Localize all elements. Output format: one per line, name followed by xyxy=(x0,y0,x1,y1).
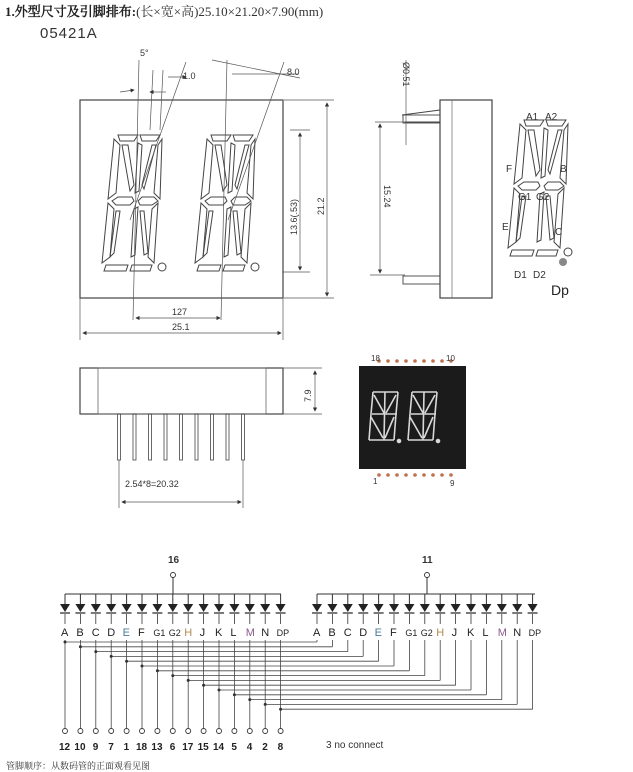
segment-letter: J xyxy=(451,627,458,639)
no-connect-note: 3 no connect xyxy=(326,740,384,751)
part-number: 05421A xyxy=(40,25,98,42)
diode xyxy=(152,604,162,612)
dim-total-height: 21.2 xyxy=(316,197,326,215)
photo-pin-9: 9 xyxy=(450,479,455,488)
photo-pin-top xyxy=(422,359,426,363)
photo-pin-bottom xyxy=(395,473,399,477)
segment-letter: C xyxy=(343,627,352,639)
page-title: 1.外型尺寸及引脚排布:(长×宽×高)25.10×21.20×7.90(mm) xyxy=(5,4,324,19)
photo-pin-bottom xyxy=(431,473,435,477)
segment-letter: DP xyxy=(528,628,542,638)
bottom-pin xyxy=(164,414,167,460)
digit-left xyxy=(102,135,166,271)
pin-number: 9 xyxy=(92,742,99,753)
segment-letter: K xyxy=(467,627,475,639)
photo-pin-top xyxy=(440,359,444,363)
side-view-body xyxy=(440,100,492,298)
seg-label-A2: A2 xyxy=(545,112,558,123)
pin-number: 1 xyxy=(123,742,130,753)
diode xyxy=(374,604,384,612)
pin-number: 5 xyxy=(231,742,237,753)
diode xyxy=(389,604,399,612)
photo-pin-bottom xyxy=(449,473,453,477)
dim-pin-dia: Ø0.51 xyxy=(401,62,411,87)
photo-pin-top xyxy=(431,359,435,363)
bottom-pin xyxy=(211,414,214,460)
product-photo xyxy=(359,354,466,488)
segment-letter: G1 xyxy=(153,628,166,638)
segment-letter: N xyxy=(261,627,270,639)
segment-letter: G1 xyxy=(405,628,418,638)
diode xyxy=(137,604,147,612)
segment-letter: J xyxy=(199,627,206,639)
diode xyxy=(404,604,414,612)
photo-pin-top xyxy=(395,359,399,363)
segment-letter: A xyxy=(313,627,321,639)
segment-letter: G2 xyxy=(420,628,433,638)
photo-pin-bottom xyxy=(377,473,381,477)
circuit-diagram xyxy=(59,555,541,753)
diode xyxy=(327,604,337,612)
seg-label-C: C xyxy=(555,227,563,238)
segment-letter: K xyxy=(215,627,223,639)
pin-terminal xyxy=(263,729,268,734)
pin-number: 17 xyxy=(182,742,194,753)
pin-terminal xyxy=(124,729,129,734)
seg-label-G2: G2 xyxy=(536,192,550,203)
segment-letter: H xyxy=(436,627,445,639)
bottom-pin xyxy=(118,414,121,460)
pin-number: 2 xyxy=(262,742,268,753)
pin-number: 6 xyxy=(169,742,176,753)
diode xyxy=(481,604,491,612)
diode xyxy=(214,604,224,612)
bottom-pin xyxy=(195,414,198,460)
digit-right xyxy=(195,135,259,271)
segment-letter: E xyxy=(374,627,382,639)
photo-pin-bottom xyxy=(413,473,417,477)
photo-pin-bottom xyxy=(440,473,444,477)
segment-letter: G2 xyxy=(168,628,181,638)
bottom-view-pins xyxy=(118,414,245,460)
diode xyxy=(60,604,70,612)
dim-total-width: 25.1 xyxy=(172,322,190,332)
pin-number: 15 xyxy=(197,742,209,753)
diode xyxy=(75,604,85,612)
seg-label-F: F xyxy=(506,164,513,175)
segment-letter: B xyxy=(76,627,84,639)
pin-terminal xyxy=(63,729,68,734)
segment-letter: E xyxy=(122,627,130,639)
bottom-view-body xyxy=(80,368,283,414)
seg-label-D2: D2 xyxy=(533,270,546,281)
bottom-pin xyxy=(242,414,245,460)
diode xyxy=(91,604,101,612)
photo-pin-bottom xyxy=(404,473,408,477)
diode-row-left xyxy=(60,594,289,639)
seg-label-Dp: Dp xyxy=(551,282,569,298)
seg-label-D1: D1 xyxy=(514,270,527,281)
seg-label-A1: A1 xyxy=(526,112,539,123)
pin-terminal xyxy=(217,729,222,734)
photo-pin-bottom xyxy=(386,473,390,477)
pin-number: 18 xyxy=(136,742,148,753)
photo-pin-18: 18 xyxy=(371,354,380,363)
photo-pin-bottom xyxy=(422,473,426,477)
seg-label-G1: G1 xyxy=(518,192,532,203)
segment-letter: A xyxy=(61,627,69,639)
pin-terminal xyxy=(170,729,175,734)
dim-bottom-height: 7.9 xyxy=(303,389,313,402)
pin-terminal xyxy=(201,729,206,734)
photo-pin-10: 10 xyxy=(446,354,455,363)
diode xyxy=(420,604,430,612)
circuit-wires xyxy=(64,640,533,728)
pin-terminal xyxy=(140,729,145,734)
dim-digit-height: 13.6(.53) xyxy=(289,198,299,235)
photo-pin-top xyxy=(404,359,408,363)
dim-pin-pitch: 2.54*8=20.32 xyxy=(125,479,179,489)
common-pin-left: 16 xyxy=(168,555,180,566)
product-photo-body xyxy=(359,366,466,469)
dim-angle: 5° xyxy=(140,48,149,58)
diode xyxy=(276,604,286,612)
diode xyxy=(528,604,538,612)
diode xyxy=(497,604,507,612)
common-pin-right: 11 xyxy=(422,555,433,566)
bottom-pin xyxy=(226,414,229,460)
segment-letter: B xyxy=(328,627,336,639)
seg-label-E: E xyxy=(502,222,509,233)
pin-terminal xyxy=(155,729,160,734)
diode xyxy=(343,604,353,612)
segment-letter: N xyxy=(513,627,522,639)
pin-number: 7 xyxy=(108,742,114,753)
pin-terminal xyxy=(78,729,83,734)
circuit-pin-labels xyxy=(59,729,284,754)
side-view xyxy=(370,60,492,298)
pin-number: 4 xyxy=(246,742,253,753)
diode xyxy=(260,604,270,612)
pin-number: 13 xyxy=(151,742,163,753)
segment-diagram-digit xyxy=(508,120,572,256)
segment-letter: H xyxy=(184,627,193,639)
diode xyxy=(451,604,461,612)
bottom-pin xyxy=(133,414,136,460)
diode xyxy=(122,604,132,612)
dim-seg-offset: 8.0 xyxy=(287,67,300,77)
diode xyxy=(229,604,239,612)
bottom-view xyxy=(80,368,322,508)
segment-letter: L xyxy=(482,627,489,639)
segment-letter: L xyxy=(230,627,237,639)
dim-seg-width: 1.0 xyxy=(183,71,196,81)
segment-letter: F xyxy=(390,627,397,639)
photo-pin-top xyxy=(386,359,390,363)
pin-number: 10 xyxy=(74,742,86,753)
segment-letter: F xyxy=(138,627,145,639)
diode xyxy=(199,604,209,612)
segment-letter: M xyxy=(497,627,507,639)
pin-number: 12 xyxy=(59,742,71,753)
diode xyxy=(435,604,445,612)
pin-terminal xyxy=(232,729,237,734)
diode xyxy=(183,604,193,612)
diode-row-right xyxy=(312,594,541,639)
segment-letter: D xyxy=(359,627,368,639)
bottom-pin xyxy=(180,414,183,460)
segment-diagram xyxy=(502,112,572,298)
diode xyxy=(168,604,178,612)
dim-pitch: 127 xyxy=(172,307,188,317)
diode xyxy=(312,604,322,612)
photo-pin-top xyxy=(413,359,417,363)
diode xyxy=(106,604,116,612)
segment-letter: M xyxy=(245,627,255,639)
pin-terminal xyxy=(109,729,114,734)
dim-row-spacing: 15.24 xyxy=(382,185,392,208)
pin-terminal xyxy=(278,729,283,734)
photo-pin-1: 1 xyxy=(373,477,378,486)
diode xyxy=(512,604,522,612)
footer-note: 管脚顺序：从数码管的正面观看见图 xyxy=(6,761,151,771)
pin-terminal xyxy=(186,729,191,734)
segment-letter: DP xyxy=(276,628,290,638)
pin-terminal xyxy=(93,729,98,734)
pin-terminal xyxy=(247,729,252,734)
seg-label-B: B xyxy=(560,164,567,175)
segment-letter: D xyxy=(107,627,116,639)
front-view xyxy=(80,48,334,340)
bottom-pin xyxy=(149,414,152,460)
diode xyxy=(466,604,476,612)
diode xyxy=(358,604,368,612)
segment-letter: C xyxy=(91,627,100,639)
pin-number: 14 xyxy=(213,742,225,753)
diode xyxy=(245,604,255,612)
pin-number: 8 xyxy=(277,742,284,753)
